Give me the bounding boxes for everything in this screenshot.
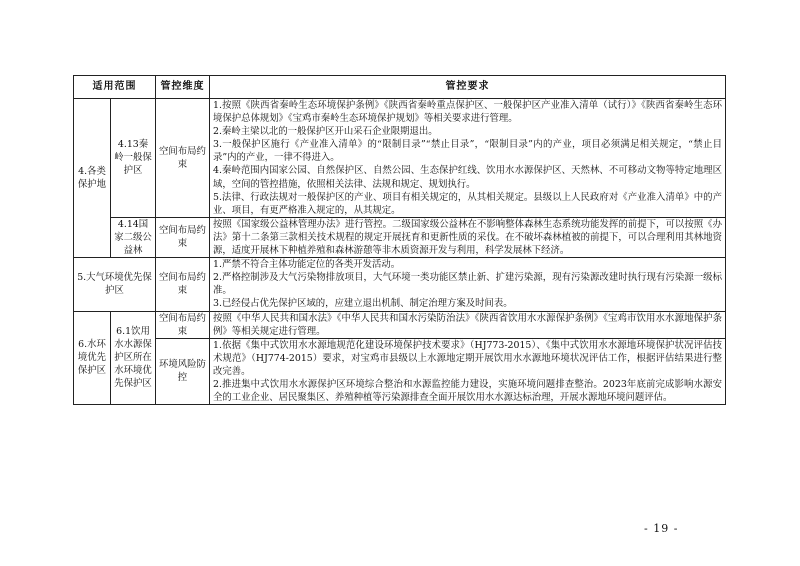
requirement-line: 1.按照《陕西省秦岭生态环境保护条例》《陕西省秦岭重点保护区、一般保护区产业准入清单（试行）》《陕西省秦岭生态环境保护总体规划》《宝鸡市秦岭生态环境保护规划》等相关要求进行管理。: [213, 100, 722, 125]
subcategory-cell: 4.13秦岭一般保护区: [111, 99, 156, 218]
requirement-line: 3.一般保护区施行《产业准入清单》的“限制目录”“禁止目录”，“限制目录”内的产业，项目必须满足相关规定，“禁止目录”内的产业，一律不得进入。: [213, 139, 722, 164]
category-cell: 5.大气环境优先保护区: [74, 258, 156, 311]
table-header-row: [74, 76, 726, 99]
requirement-line: 3.已经侵占优先保护区域的，应建立退出机制、制定治理方案及时间表。: [213, 298, 513, 310]
subcategory-cell: 4.14国家二级公益林: [111, 217, 156, 257]
requirement-line: 5.法律、行政法规对一般保护区的产业、项目有相关规定的，从其相关规定。县级以上人民政府对《产业准入清单》中的产业、项目，有更严格准入规定的，从其规定。: [213, 191, 722, 216]
requirement-line: 按照《中华人民共和国水法》《中华人民共和国水污染防治法》《陕西省饮用水水源保护条例》《宝鸡市饮用水水源地保护条例》等相关规定进行管理。: [213, 312, 722, 337]
category-cell: 4.各类保护地: [74, 99, 111, 258]
table-row: [74, 99, 726, 218]
dimension-cell: 空间布局约束: [156, 311, 210, 338]
header-dimension: 管控维度: [156, 76, 210, 99]
requirement-line: 1.依据《集中式饮用水水源地规范化建设环境保护技术要求》（HJ773-2015）、《集中式饮用水水源地环境保护状况评估技术规范》（HJ774-2015）要求，对宝鸡市县级以上水源地定期开展饮用水水源地环境状况评估工作，根据评估结果进行整改完善。: [213, 339, 722, 377]
requirements-cell: [210, 99, 726, 218]
requirements-cell: [210, 258, 726, 311]
requirements-cell: [210, 311, 726, 338]
header-requirements: 管控要求: [210, 76, 726, 99]
requirement-line: 按照《国家级公益林管理办法》进行管控。二级国家级公益林在不影响整体森林生态系统功能发挥的前提下，可以按照《办法》第十二条第三款相关技术规程的规定开展抚育和更新性质的采伐。在不破坏森林植被的前提下，可以合理利用其林地资源，适度开展林下种植养殖和森林游憩等非木质资源开发与利用，科学发展林下经济。: [213, 218, 722, 257]
requirement-line: 2.秦岭主梁以北的一般保护区开山采石企业限期退出。: [213, 126, 438, 138]
header-scope: 适用范围: [74, 76, 156, 99]
category-cell: 6.水环境优先保护区: [74, 311, 111, 405]
dimension-cell: 环境风险防控: [156, 338, 210, 404]
dimension-cell: 空间布局约束: [156, 217, 210, 257]
page-number: - 19 -: [644, 522, 679, 535]
table-row: [74, 311, 726, 338]
dimension-cell: 空间布局约束: [156, 99, 210, 218]
table-row: [74, 258, 726, 311]
requirement-line: 4.秦岭范围内国家公园、自然保护区、自然公园、生态保护红线、饮用水水源保护区、天然林、不可移动文物等特定地理区域，空间的管控措施，依照相关法律、法规和规定、规划执行。: [213, 165, 722, 190]
table-row: [74, 217, 726, 257]
requirements-cell: [210, 338, 726, 404]
dimension-cell: 空间布局约束: [156, 258, 210, 311]
requirement-line: 2.推进集中式饮用水水源保护区环境综合整治和水源监控能力建设，实施环境问题排查整治。2023年底前完成影响水源安全的工业企业、居民聚集区、养殖种植等污染源排查全面开展饮用水水源达标治理，开展水源地环境问题评估。: [213, 378, 722, 404]
control-requirements-table: [73, 75, 726, 405]
requirement-line: 2.严格控制涉及大气污染物排放项目，大气环境一类功能区禁止新、扩建污染源，现有污染源改建时执行现有污染源一级标准。: [213, 272, 722, 297]
requirement-line: 1.严禁不符合主体功能定位的各类开发活动。: [213, 259, 401, 271]
table-row: [74, 338, 726, 404]
subcategory-cell: 6.1饮用水水源保护区所在水环境优先保护区: [111, 311, 156, 405]
requirements-cell: [210, 217, 726, 257]
